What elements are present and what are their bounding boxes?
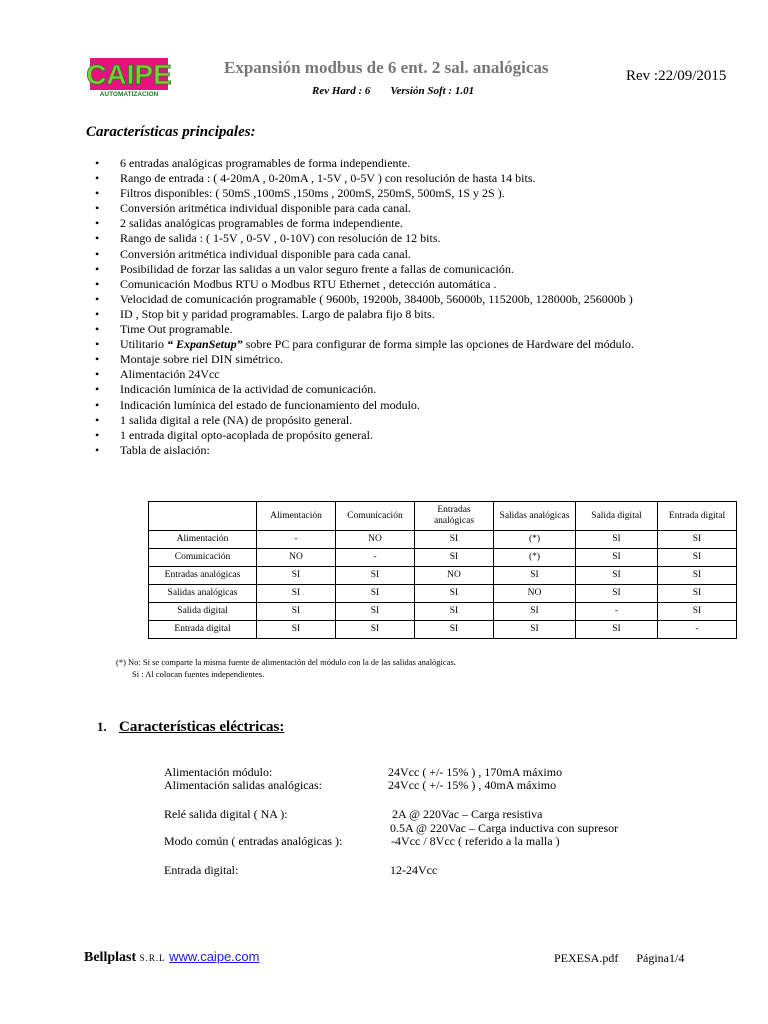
table-cell: SI <box>415 621 494 639</box>
table-cell: SI <box>336 567 415 585</box>
table-cell: SI <box>576 567 658 585</box>
list-item: • Comunicación Modbus RTU o Modbus RTU Ethernet , detección automática . <box>95 277 715 292</box>
table-row <box>149 621 737 639</box>
table-cell: SI <box>415 585 494 603</box>
elec-value: 12-24Vcc <box>390 863 438 877</box>
table-cell: - <box>576 603 658 621</box>
row-label: Salidas analógicas <box>149 585 257 603</box>
elec-value: -4Vcc / 8Vcc ( referido a la malla ) <box>391 834 560 848</box>
table-cell: SI <box>576 549 658 567</box>
list-item: • Time Out programable. <box>95 322 715 337</box>
elec-value: 24Vcc ( +/- 15% ) , 40mA máximo <box>388 778 557 792</box>
table-corner-cell <box>149 502 257 531</box>
table-cell: NO <box>336 531 415 549</box>
column-header: Entradas analógicas <box>415 502 494 531</box>
website-link[interactable]: www.caipe.com <box>169 949 260 964</box>
column-header: Comunicación <box>336 502 415 531</box>
row-label: Entradas analógicas <box>149 567 257 585</box>
elec-value: 24Vcc ( +/- 15% ) , 170mA máximo <box>388 765 563 779</box>
column-header: Entrada digital <box>658 502 737 531</box>
row-label: Comunicación <box>149 549 257 567</box>
document-title: Expansión modbus de 6 ent. 2 sal. analógicas <box>224 58 549 77</box>
table-cell: SI <box>415 549 494 567</box>
rev-hard: Rev Hard : 6 <box>312 85 371 97</box>
row-label: Salida digital <box>149 603 257 621</box>
list-item: • Posibilidad de forzar las salidas a un valor seguro frente a fallas de comunicación. <box>95 262 715 277</box>
table-cell: SI <box>658 567 737 585</box>
table-footnote <box>116 656 456 680</box>
elec-label: Modo común ( entradas analógicas ): <box>164 834 343 848</box>
table-cell: SI <box>658 531 737 549</box>
table-row <box>149 549 737 567</box>
table-cell: SI <box>257 603 336 621</box>
list-item: • 6 entradas analógicas programables de forma independiente. <box>95 156 715 171</box>
utility-suffix: sobre PC para configurar de forma simple las opciones de Hardware del módulo. <box>242 337 634 352</box>
table-cell: (*) <box>494 549 576 567</box>
table-cell: SI <box>257 621 336 639</box>
table-cell: NO <box>494 585 576 603</box>
elec-value: 0.5A @ 220Vac – Carga inductiva con supresor <box>390 821 619 835</box>
elec-label: Relé salida digital ( NA ): <box>164 807 288 821</box>
table-cell: SI <box>658 585 737 603</box>
table-cell: SI <box>576 585 658 603</box>
list-item: • 2 salidas analógicas programables de forma independiente. <box>95 216 715 231</box>
features-list <box>95 156 715 458</box>
table-cell: SI <box>257 567 336 585</box>
page-number: Página1/4 <box>636 951 685 965</box>
revision-date: Rev :22/09/2015 <box>626 68 727 84</box>
elec-label: Alimentación módulo: <box>164 765 273 779</box>
table-cell: SI <box>576 531 658 549</box>
company-type: S.R.L <box>139 953 166 963</box>
logo-subtext: AUTOMATIZACION <box>99 91 159 98</box>
row-label: Entrada digital <box>149 621 257 639</box>
list-item: • Indicación lumínica de la actividad de comunicación. <box>95 382 715 397</box>
table-cell: NO <box>415 567 494 585</box>
table-cell: - <box>658 621 737 639</box>
list-item: • Conversión aritmética individual disponible para cada canal. <box>95 247 715 262</box>
elec-value: 2A @ 220Vac – Carga resistiva <box>392 807 543 821</box>
list-item: • Filtros disponibles: ( 50mS ,100mS ,150ms , 200mS, 250mS, 500mS, 1S y 2S ). <box>95 186 715 201</box>
section-number: 1. <box>97 719 107 734</box>
footnote-line-2-wrap <box>116 668 456 680</box>
features-title: Características principales: <box>86 124 256 140</box>
revision-line <box>312 85 474 97</box>
section-title-text: Características eléctricas: <box>119 719 285 735</box>
list-item: • Montaje sobre riel DIN simétrico. <box>95 352 715 367</box>
table-cell: SI <box>336 603 415 621</box>
list-item: • Indicación lumínica del estado de funcionamiento del modulo. <box>95 398 715 413</box>
list-item: • Alimentación 24Vcc <box>95 367 715 382</box>
table-row <box>149 531 737 549</box>
table-cell: SI <box>336 621 415 639</box>
column-header: Salida digital <box>576 502 658 531</box>
caipe-logo <box>84 56 174 98</box>
table-header-row <box>149 502 737 531</box>
list-item-utility <box>95 337 715 352</box>
list-item: • Tabla de aislación: <box>95 443 715 458</box>
isolation-table <box>148 501 737 639</box>
table-cell: SI <box>658 549 737 567</box>
list-item: • Conversión aritmética individual disponible para cada canal. <box>95 201 715 216</box>
footer-page-info <box>554 951 684 966</box>
list-item: • 1 salida digital a rele (NA) de propósito general. <box>95 413 715 428</box>
list-item: • 1 entrada digital opto-acoplada de propósito general. <box>95 428 715 443</box>
elec-label: Entrada digital: <box>164 863 239 877</box>
column-header: Alimentación <box>257 502 336 531</box>
table-cell: - <box>257 531 336 549</box>
version-soft: Versión Soft : 1.01 <box>390 85 475 97</box>
table-cell: SI <box>576 621 658 639</box>
list-item: • Rango de salida : ( 1-5V , 0-5V , 0-10V) con resolución de 12 bits. <box>95 231 715 246</box>
table-cell: SI <box>494 567 576 585</box>
table-cell: SI <box>658 603 737 621</box>
file-name: PEXESA.pdf <box>554 951 619 965</box>
table-row <box>149 567 737 585</box>
table-cell: SI <box>336 585 415 603</box>
list-item: • Rango de entrada : ( 4-20mA , 0-20mA , 1-5V , 0-5V ) con resolución de hasta 14 bits. <box>95 171 715 186</box>
table-row <box>149 585 737 603</box>
utility-name: “ ExpanSetup” <box>167 337 243 352</box>
elec-label: Alimentación salidas analógicas: <box>164 778 322 792</box>
list-item: • ID , Stop bit y paridad programables. Largo de palabra fijo 8 bits. <box>95 307 715 322</box>
logo-text: CAIPE <box>86 59 172 90</box>
footnote-line-2: Si : Al colocan fuentes independientes. <box>132 669 265 679</box>
table-cell: NO <box>257 549 336 567</box>
list-item: • Velocidad de comunicación programable ( 9600b, 19200b, 38400b, 56000b, 115200b, 128000b, 256000b ) <box>95 292 715 307</box>
company-name: Bellplast <box>84 950 137 965</box>
utility-prefix: Utilitario <box>120 337 167 352</box>
table-cell: SI <box>415 603 494 621</box>
footer-company <box>84 949 259 966</box>
table-cell: (*) <box>494 531 576 549</box>
table-cell: SI <box>494 621 576 639</box>
table-cell: SI <box>415 531 494 549</box>
table-row <box>149 603 737 621</box>
footnote-line-1: (*) No: Si se comparte la misma fuente de alimentación del módulo con la de las salidas analógicas. <box>116 657 456 667</box>
table-cell: - <box>336 549 415 567</box>
electrical-section-title <box>97 719 284 736</box>
table-cell: SI <box>494 603 576 621</box>
table-cell: SI <box>257 585 336 603</box>
row-label: Alimentación <box>149 531 257 549</box>
column-header: Salidas analógicas <box>494 502 576 531</box>
